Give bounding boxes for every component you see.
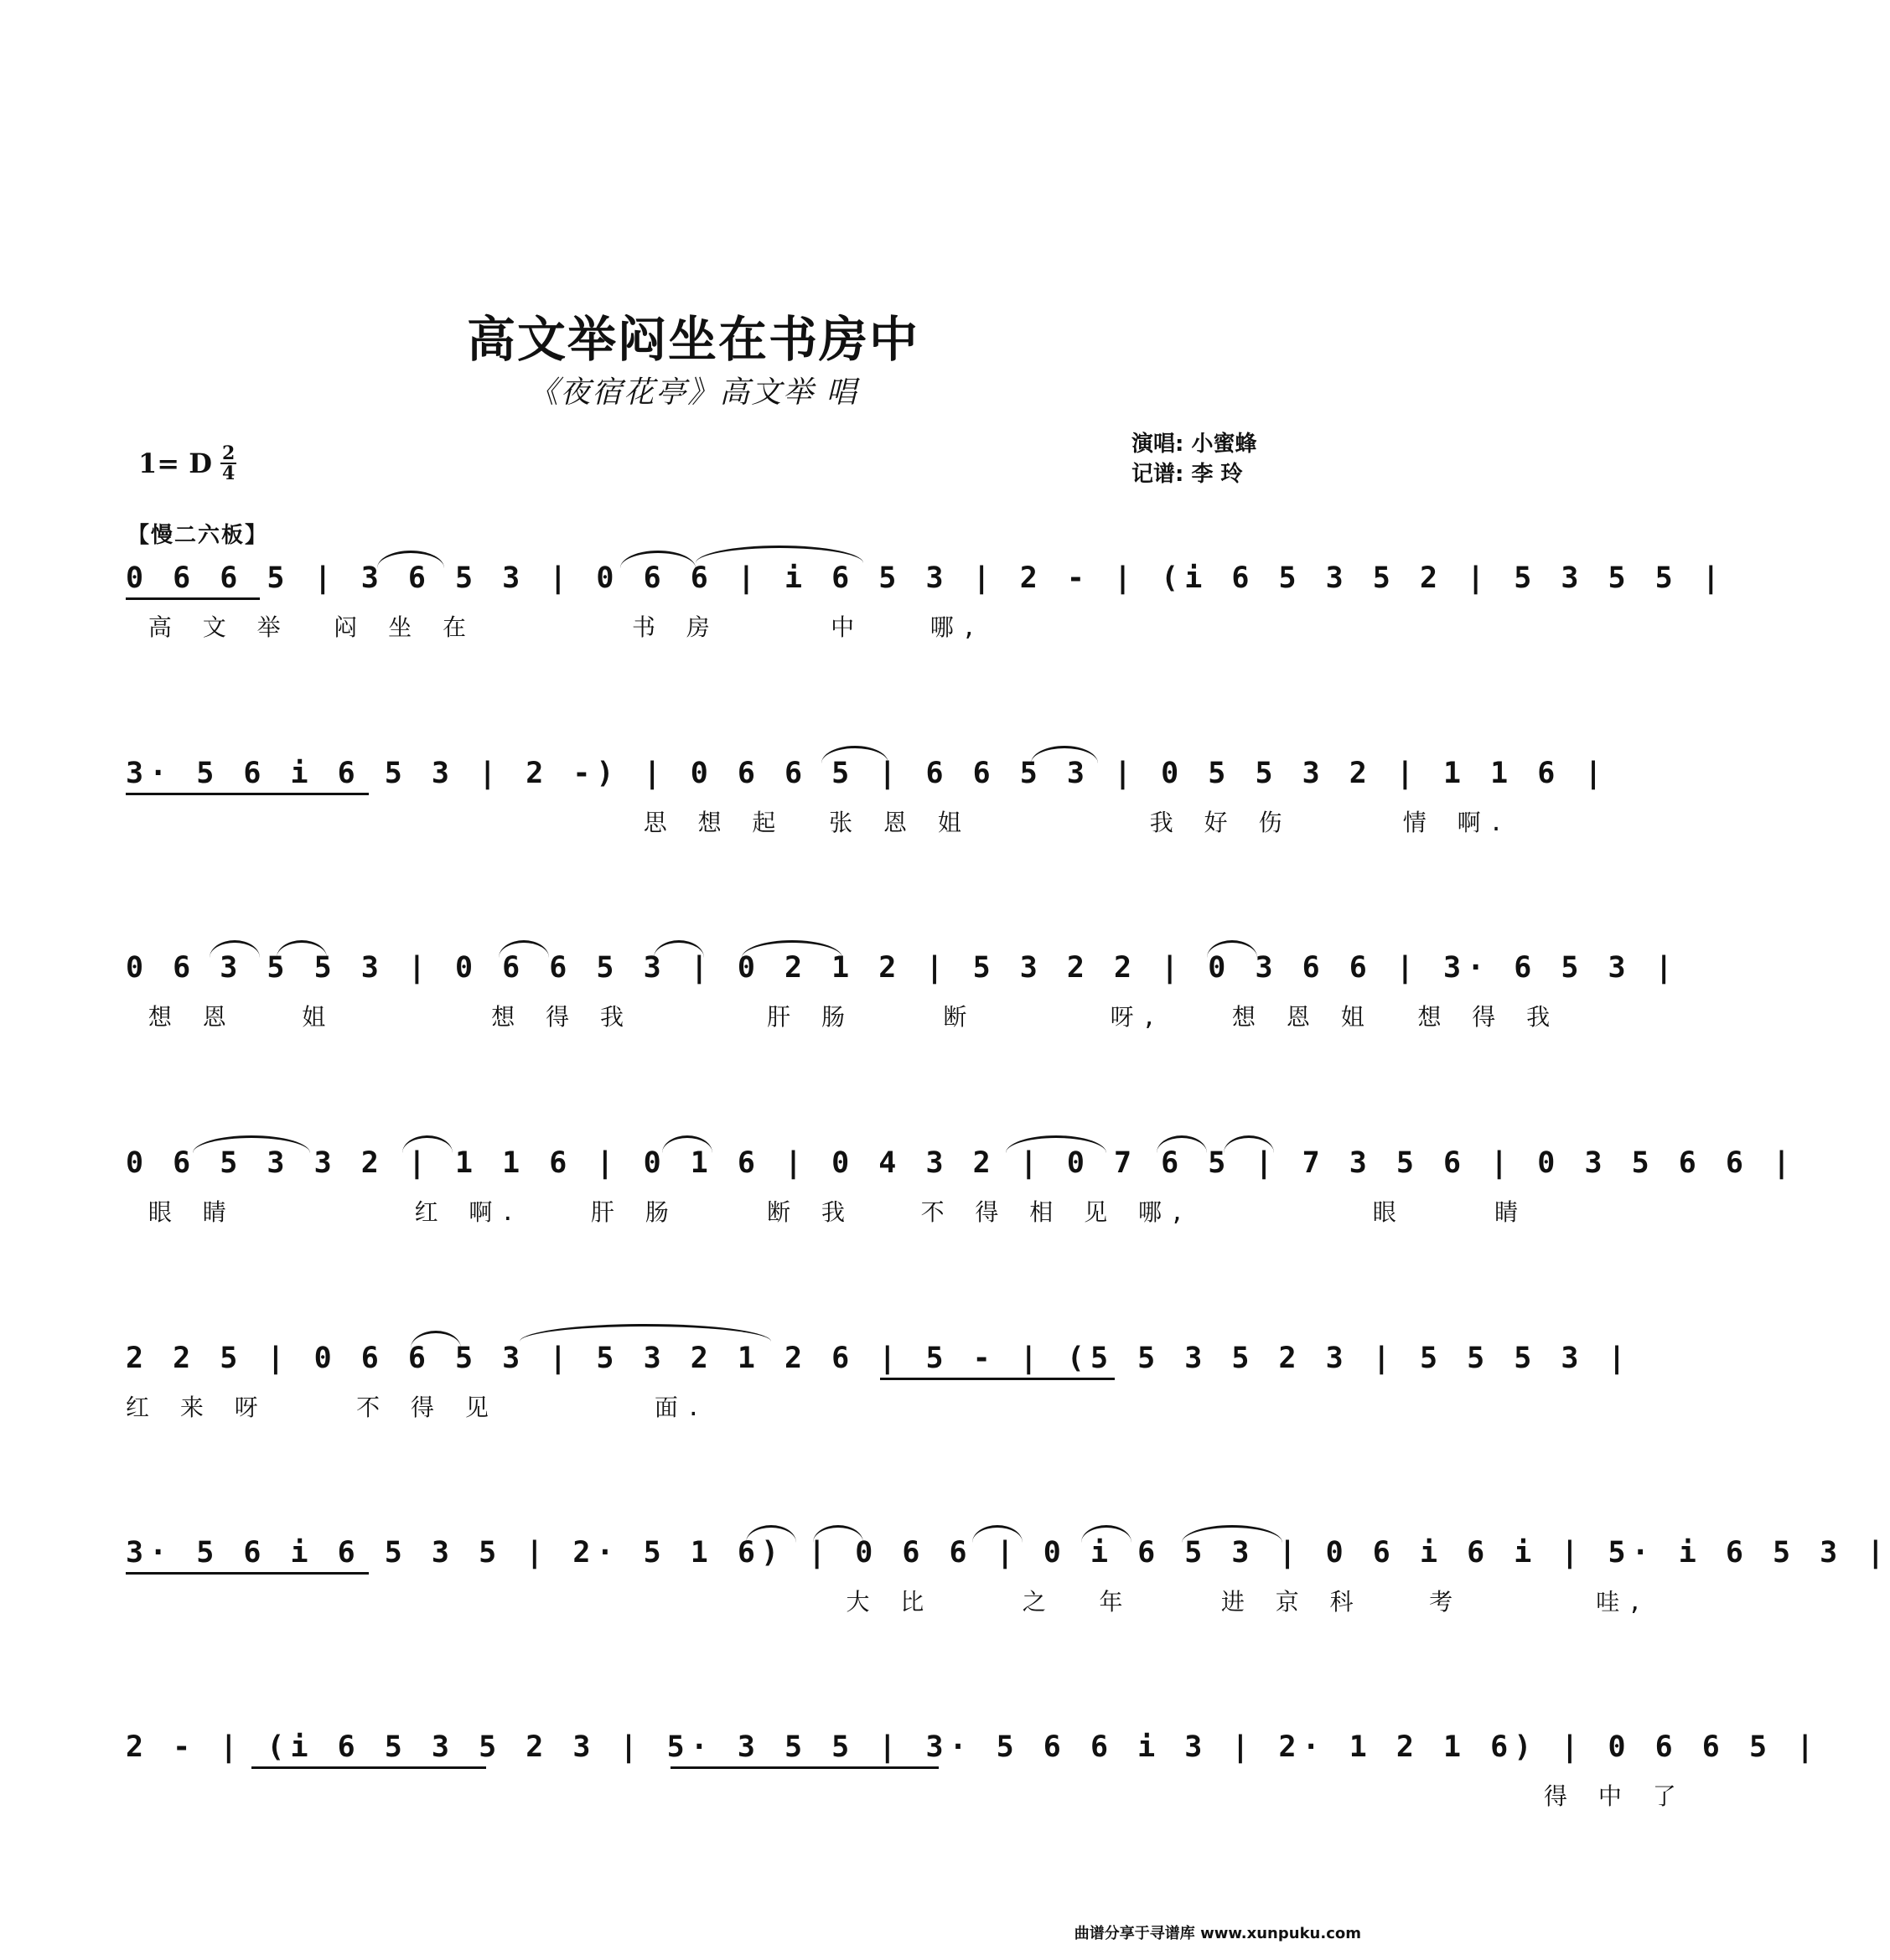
page-subtitle: 《夜宿花亭》高文举 唱 — [528, 375, 858, 410]
slur — [402, 1135, 453, 1153]
slur — [821, 746, 888, 763]
notes-line: 3· 5 6 i 6 5 3 | 2 -) | 0 6 6 5 | 6 6 5 3 | 0 5 5 3 2 | 1 1 6 | — [126, 757, 1608, 790]
page-title: 高文举闷坐在书房中 — [466, 311, 919, 368]
slur — [499, 940, 549, 958]
slur — [654, 940, 704, 958]
notes-line: 0 6 5 3 3 2 | 1 1 6 | 0 1 6 | 0 4 3 2 | 0 7 6 5 | 7 3 5 6 | 0 3 5 6 6 | — [126, 1146, 1797, 1180]
beam — [126, 1572, 369, 1575]
transcriber-credit: 记谱: 李 玲 — [1131, 462, 1243, 487]
beam — [126, 597, 260, 600]
singer-credit: 演唱: 小蜜蜂 — [1131, 432, 1257, 457]
notes-line: 0 6 6 5 | 3 6 5 3 | 0 6 6 | i 6 5 3 | 2 - | (i 6 5 3 5 2 | 5 3 5 5 | — [126, 561, 1726, 595]
notation-system-3 — [126, 947, 1679, 1073]
time-signature-bottom: 4 — [221, 463, 236, 484]
lyrics-line: 红 来 呀 不 得 见 面. — [126, 1394, 709, 1421]
notation-system-2 — [126, 752, 1608, 878]
beam — [671, 1766, 939, 1769]
notes-line: 0 6 3 5 5 3 | 0 6 6 5 3 | 0 2 1 2 | 5 3 2 2 | 0 3 6 6 | 3· 6 5 3 | — [126, 951, 1679, 985]
notation-system-7 — [126, 1726, 1820, 1852]
key-label: 1= D — [138, 447, 212, 479]
slur — [696, 546, 863, 563]
lyrics-line: 大 比 之 年 进 京 科 考 哇, — [126, 1588, 1651, 1616]
slur — [277, 940, 327, 958]
time-signature — [220, 444, 236, 483]
slur — [620, 551, 696, 568]
slur — [813, 1525, 863, 1543]
slur — [1006, 1135, 1106, 1153]
beam — [251, 1766, 486, 1769]
lyrics-line: 得 中 了 — [126, 1782, 1685, 1810]
notation-system-6 — [126, 1532, 1890, 1657]
key-signature — [138, 444, 236, 483]
lyrics-line: 眼 睛 红 啊. 肝 肠 断 我 不 得 相 见 哪, 眼 睛 — [126, 1198, 1527, 1226]
lyrics-line: 想 恩 姐 想 得 我 肝 肠 断 呀, 想 恩 姐 想 得 我 — [126, 1003, 1559, 1031]
lyrics-line: 思 想 起 张 恩 姐 我 好 伤 情 啊. — [126, 809, 1512, 836]
beam — [126, 793, 369, 795]
slur — [1081, 1525, 1131, 1543]
slur — [193, 1135, 310, 1153]
notation-system-5 — [126, 1337, 1632, 1463]
slur — [1031, 746, 1098, 763]
slur — [411, 1331, 461, 1348]
credits — [1131, 429, 1256, 489]
footer-watermark: 曲谱分享于寻谱库 www.xunpuku.com — [1074, 1925, 1361, 1942]
notes-line: 3· 5 6 i 6 5 3 5 | 2· 5 1 6) | 0 6 6 | 0 i 6 5 3 | 0 6 i 6 i | 5· i 6 5 3 | — [126, 1536, 1890, 1570]
notation-system-4 — [126, 1142, 1797, 1268]
lyrics-line: 高 文 举 闷 坐 在 书 房 中 哪, — [126, 613, 985, 641]
slur — [377, 551, 444, 568]
slur — [210, 940, 260, 958]
slur — [1224, 1135, 1274, 1153]
slur — [972, 1525, 1023, 1543]
slur — [1157, 1135, 1207, 1153]
section-label: 【慢二六板】 — [127, 523, 269, 548]
notes-line: 2 - | (i 6 5 3 5 2 3 | 5· 3 5 5 | 3· 5 6 6 i 3 | 2· 1 2 1 6) | 0 6 6 5 | — [126, 1730, 1820, 1764]
slur — [1207, 940, 1257, 958]
slur — [520, 1324, 771, 1342]
notation-system-1 — [126, 557, 1726, 683]
beam — [880, 1378, 1115, 1380]
time-signature-top: 2 — [221, 442, 236, 464]
slur — [742, 940, 842, 958]
slur — [662, 1135, 712, 1153]
notes-line: 2 2 5 | 0 6 6 5 3 | 5 3 2 1 2 6 | 5 - | (5 5 3 5 2 3 | 5 5 5 3 | — [126, 1342, 1632, 1375]
slur — [746, 1525, 796, 1543]
slur — [1182, 1525, 1282, 1543]
